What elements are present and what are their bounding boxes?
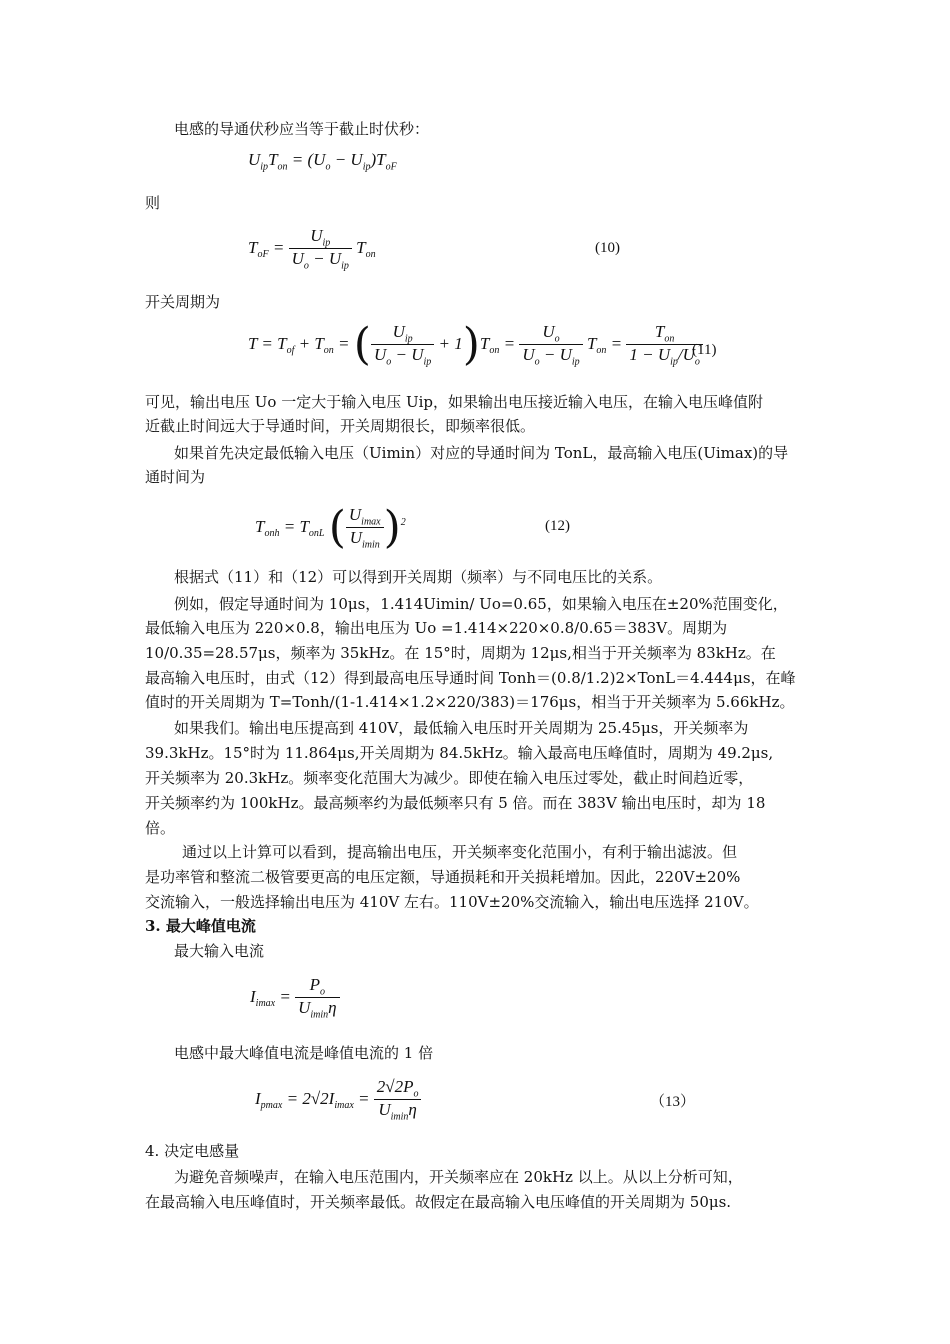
- paragraph-line: 在最高输入电压峰值时，开关频率最低。故假定在最高输入电压峰值的开关周期为 50μs.: [145, 1193, 732, 1211]
- paragraph-line: 例如，假定导通时间为 10μs，1.414Uimin/ Uo=0.65，如果输入电压在±20%范围变化，: [174, 595, 788, 613]
- paragraph-line: 近截止时间远大于导通时间，开关周期很长，即频率很低。: [145, 417, 536, 435]
- paragraph-line: 值时的开关周期为 T=Tonh/(1-1.414×1.2×220/383)＝176μs，相当于开关频率为 5.66kHz。: [145, 693, 795, 711]
- equation-number: (12): [545, 518, 570, 534]
- paragraph-line: 如果首先决定最低输入电压（Uimin）对应的导通时间为 TonL，最高输入电压(Uimax)的导: [174, 444, 789, 462]
- equation-11: $T = T_{of} + T_{on}$ = ( $\frac{U_{ip}}{U_o - U_{ip}}$ + $1)T_{on}$ = $\frac{U_o}{U_o - U_{ip}}$ $T_{on}$ = $\frac{T_{on}}{1 - U_{ip}/U_o}$: [248, 322, 703, 368]
- paragraph-line: 电感中最大峰值电流是峰值电流的 1 倍: [174, 1044, 434, 1062]
- paragraph-line: 通过以上计算可以看到，提高输出电压，开关频率变化范围小，有利于输出滤波。但: [182, 843, 738, 861]
- section-heading: 4. 决定电感量: [145, 1142, 240, 1160]
- paragraph-line: 最大输入电流: [174, 942, 265, 960]
- paragraph-line: 是功率管和整流二极管要更高的电压定额，导通损耗和开关损耗增加。因此，220V±20%: [145, 868, 741, 886]
- paragraph-line: 最高输入电压时，由式（12）得到最高电压导通时间 Tonh＝(0.8/1.2)2×TonL＝4.444μs，在峰: [145, 669, 796, 687]
- paragraph-line: 39.3kHz。15°时为 11.864μs,开关周期为 84.5kHz。输入最高电压峰值时，周期为 49.2μs,: [145, 744, 774, 762]
- paragraph-line: 倍。: [145, 819, 176, 837]
- paragraph-line: 根据式（11）和（12）可以得到开关周期（频率）与不同电压比的关系。: [174, 568, 663, 586]
- equation-number: (11): [692, 342, 717, 358]
- equation-13: $I_{pmax} = 2√2I_{imax}$ = $\frac{2√2P_o}{U_{imin}\eta}$: [255, 1077, 421, 1123]
- paragraph-line: 为避免音频噪声，在输入电压范围内，开关频率应在 20kHz 以上。从以上分析可知，: [174, 1168, 743, 1186]
- paragraph-line: 开关周期为: [145, 293, 221, 311]
- equation-number: （13）: [650, 1094, 696, 1110]
- equation-number: (10): [595, 240, 620, 256]
- paragraph-line: 交流输入，一般选择输出电压为 410V 左右。110V±20%交流输入，输出电压选择 210V。: [145, 893, 759, 911]
- paragraph-line: 通时间为: [145, 468, 206, 486]
- section-heading: 3. 最大峰值电流: [145, 917, 256, 935]
- paragraph-line: 10/0.35=28.57μs，频率为 35kHz。在 15°时，周期为 12μs,相当于开关频率为 83kHz。在: [145, 644, 776, 662]
- paragraph-line: 开关频率为 20.3kHz。频率变化范围大为减少。即使在输入电压过零处，截止时间趋近零，: [145, 769, 754, 787]
- equation-12: $T_{onh} = T_{onL}$ ( $\frac{U_{imax}}{U_{imin}}$ )$^2$: [255, 501, 406, 553]
- equation-volt-second-balance: $U_{ip}T_{on} = (U_o - U_{ip})T_{oF}$: [248, 150, 397, 173]
- equation-10: $T_{oF}$ = $\frac{U_{ip}}{U_o - U_{ip}}$ $T_{on}$: [248, 226, 376, 272]
- paragraph-line: 最低输入电压为 220×0.8，输出电压为 Uo =1.414×220×0.8/0.65＝383V。周期为: [145, 619, 728, 637]
- paragraph-line: 可见，输出电压 Uo 一定大于输入电压 Uip，如果输出电压接近输入电压，在输入电压峰值附: [145, 393, 764, 411]
- paragraph-line: 如果我们。输出电压提高到 410V，最低输入电压时开关周期为 25.45μs，开关频率为: [174, 719, 749, 737]
- paragraph-line: 则: [145, 194, 161, 212]
- paragraph-line: 电感的导通伏秒应当等于截止时伏秒：: [174, 120, 430, 138]
- paragraph-line: 开关频率约为 100kHz。最高频率约为最低频率只有 5 倍。而在 383V 输出电压时，却为 18: [145, 794, 766, 812]
- equation-max-input-current: $I_{imax}$ = $\frac{P_o}{U_{imin}\eta}$: [250, 975, 340, 1021]
